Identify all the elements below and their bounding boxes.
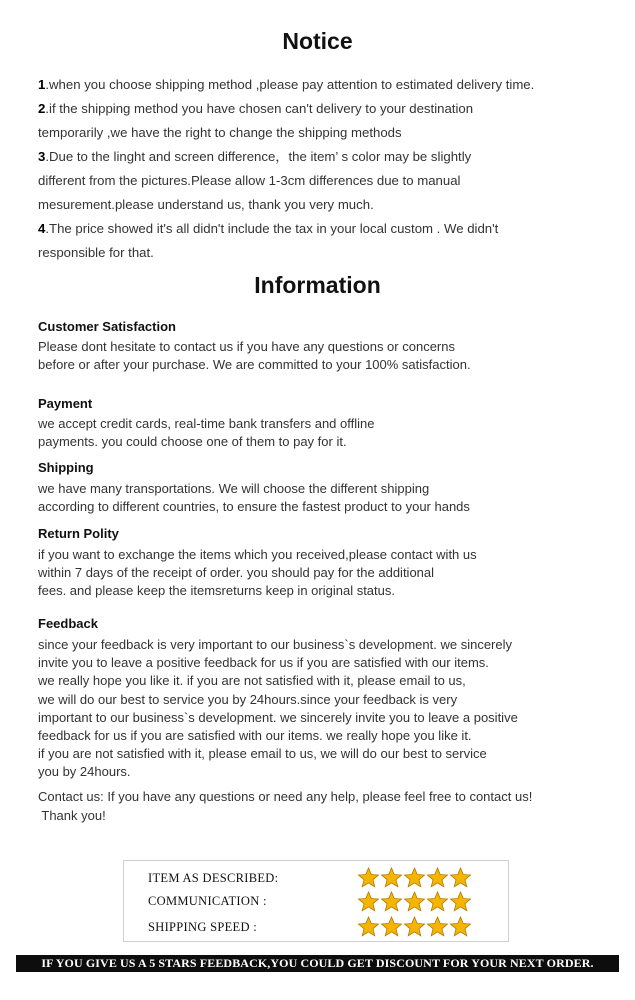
rating-stars-item-as-described bbox=[357, 867, 472, 888]
section-line: we will do our best to service you by 24hours.since your feedback is very bbox=[38, 691, 458, 707]
notice-item-number: 4 bbox=[38, 221, 46, 236]
notice-item-text: .if the shipping method you have chosen can't delivery to your destination bbox=[45, 101, 474, 116]
notice-item-text: .when you choose shipping method ,please pay attention to estimated delivery time. bbox=[45, 77, 535, 92]
section-line: payments. you could choose one of them to pay for it. bbox=[38, 434, 347, 450]
notice-item-text-continued: different from the pictures.Please allow 1-3cm differences due to manual bbox=[38, 173, 461, 188]
section-line: if you are not satisfied with it, please email to us, we will do our best to service bbox=[38, 746, 487, 762]
star-icon bbox=[403, 891, 426, 912]
notice-title: Notice bbox=[282, 28, 353, 54]
star-icon bbox=[380, 867, 403, 888]
star-icon bbox=[357, 916, 380, 937]
notice-item-2 bbox=[38, 97, 618, 121]
discount-banner: IF YOU GIVE US A 5 STARS FEEDBACK,YOU COULD GET DISCOUNT FOR YOUR NEXT ORDER. bbox=[16, 955, 619, 972]
section-line: we accept credit cards, real-time bank transfers and offline bbox=[38, 416, 375, 431]
section-title-return-policy: Return Polity bbox=[38, 526, 119, 541]
star-icon bbox=[449, 916, 472, 937]
section-line: according to different countries, to ensure the fastest product to your hands bbox=[38, 499, 470, 515]
section-line: you by 24hours. bbox=[38, 764, 131, 780]
section-body-shipping bbox=[38, 480, 628, 516]
section-title-payment: Payment bbox=[38, 396, 93, 411]
section-line: within 7 days of the receipt of order. you should pay for the additional bbox=[38, 565, 435, 581]
star-icon bbox=[449, 891, 472, 912]
section-body-customer-satisfaction bbox=[38, 338, 628, 374]
notice-item-number: 1 bbox=[38, 77, 46, 92]
section-line: if you want to exchange the items which you received,please contact with us bbox=[38, 547, 477, 562]
rating-stars-communication bbox=[357, 891, 472, 912]
star-icon bbox=[357, 867, 380, 888]
rating-stars-shipping-speed bbox=[357, 916, 472, 937]
star-icon bbox=[426, 867, 449, 888]
contact-text bbox=[38, 788, 532, 825]
contact-line: Contact us: If you have any questions or need any help, please feel free to contact us! bbox=[38, 789, 533, 804]
section-line: fees. and please keep the itemsreturns keep in original status. bbox=[38, 583, 395, 599]
section-line: before or after your purchase. We are committed to your 100% satisfaction. bbox=[38, 357, 471, 373]
notice-item-text: .The price showed it's all didn't include the tax in your local custom . We didn't bbox=[45, 221, 499, 236]
star-icon bbox=[380, 916, 403, 937]
section-line: Please dont hesitate to contact us if you have any questions or concerns bbox=[38, 339, 455, 354]
section-line: important to our business`s development. we sincerely invite you to leave a positive bbox=[38, 709, 518, 725]
section-title-feedback: Feedback bbox=[38, 616, 98, 631]
section-body-return-policy bbox=[38, 546, 628, 601]
section-line: we really hope you like it. if you are not satisfied with it, please email to us, bbox=[38, 673, 466, 689]
information-title: Information bbox=[254, 272, 381, 298]
star-icon bbox=[426, 891, 449, 912]
section-line: we have many transportations. We will choose the different shipping bbox=[38, 481, 430, 496]
section-body-payment bbox=[38, 415, 628, 451]
section-line: invite you to leave a positive feedback for us if you are satisfied with our items. bbox=[38, 655, 489, 671]
notice-item-number: 2 bbox=[38, 101, 46, 116]
star-icon bbox=[403, 916, 426, 937]
rating-label-item-as-described: ITEM AS DESCRIBED: bbox=[148, 871, 279, 885]
rating-box bbox=[123, 860, 509, 942]
notice-item-3 bbox=[38, 145, 618, 169]
rating-label-communication: COMMUNICATION : bbox=[148, 894, 267, 908]
notice-item-text-continued: temporarily ,we have the right to change the shipping methods bbox=[38, 125, 402, 140]
contact-line: Thank you! bbox=[38, 807, 106, 823]
notice-item-4 bbox=[38, 217, 618, 241]
star-icon bbox=[380, 891, 403, 912]
section-title-customer-satisfaction: Customer Satisfaction bbox=[38, 319, 176, 334]
star-icon bbox=[449, 867, 472, 888]
star-icon bbox=[403, 867, 426, 888]
star-icon bbox=[357, 891, 380, 912]
notice-item-text-continued: mesurement.please understand us, thank you very much. bbox=[38, 197, 374, 212]
section-title-shipping: Shipping bbox=[38, 460, 94, 475]
section-line: feedback for us if you are satisfied with our items. we really hope you like it. bbox=[38, 728, 472, 744]
notice-list bbox=[38, 73, 618, 265]
notice-item-1 bbox=[38, 73, 618, 97]
section-line: since your feedback is very important to our business`s development. we sincerely bbox=[38, 637, 512, 652]
rating-label-shipping-speed: SHIPPING SPEED : bbox=[148, 920, 257, 934]
star-icon bbox=[426, 916, 449, 937]
section-body-feedback bbox=[38, 636, 628, 782]
notice-item-number: 3 bbox=[38, 149, 46, 164]
notice-item-text-continued: responsible for that. bbox=[38, 245, 154, 260]
notice-item-text: .Due to the linght and screen difference，the item’ s color may be slightly bbox=[45, 149, 472, 164]
